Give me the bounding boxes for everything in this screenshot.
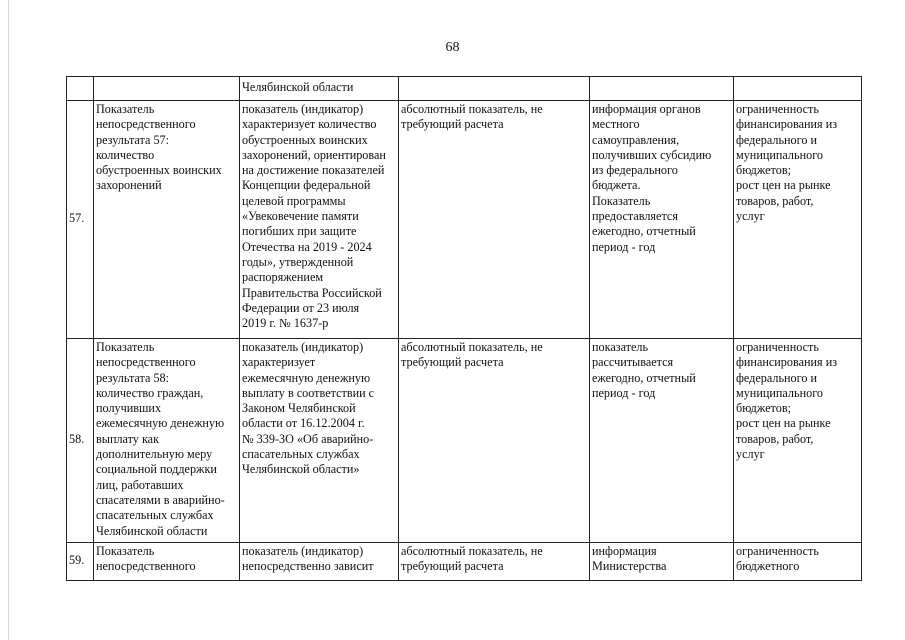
indicator-description: показатель (индикатор) непосредственно зависит — [240, 543, 399, 581]
scan-edge-line — [8, 0, 9, 640]
indicator-type: абсолютный показатель, не требующий расчета — [399, 101, 590, 339]
table-row-continuation — [67, 77, 862, 101]
indicator-source: показатель рассчитывается ежегодно, отчетный период - год — [590, 339, 734, 543]
cell-num — [67, 77, 94, 101]
indicator-risks: ограниченность финансирования из федерального и муниципального бюджетов; рост цен на рынке товаров, работ, услуг — [734, 101, 862, 339]
indicator-type: абсолютный показатель, не требующий расчета — [399, 543, 590, 581]
cell-source — [590, 77, 734, 101]
page-number: 68 — [445, 40, 460, 55]
row-number: 57. — [67, 101, 94, 339]
cell-risks — [734, 77, 862, 101]
indicator-name: Показатель непосредственного — [94, 543, 240, 581]
cell-description: Челябинской области — [240, 77, 399, 101]
indicator-type: абсолютный показатель, не требующий расчета — [399, 339, 590, 543]
indicator-risks: ограниченность бюджетного — [734, 543, 862, 581]
indicator-name: Показатель непосредственного результата 58: количество граждан, получивших ежемесячную денежную выплату как дополнительную меру социальной поддержки лиц, работавших спасателями в аварийно- спасательных службах Челябинской области — [94, 339, 240, 543]
table-row — [67, 101, 862, 339]
cell-name — [94, 77, 240, 101]
cell-type — [399, 77, 590, 101]
indicator-name: Показатель непосредственного результата 57: количество обустроенных воинских захоронений — [94, 101, 240, 339]
table-row — [67, 543, 862, 581]
table-row — [67, 339, 862, 543]
indicator-source: информация органов местного самоуправления, получивших субсидию из федерального бюджета. Показатель предоставляется ежегодно, отчетный период - год — [590, 101, 734, 339]
indicator-risks: ограниченность финансирования из федерального и муниципального бюджетов; рост цен на рынке товаров, работ, услуг — [734, 339, 862, 543]
indicator-description: показатель (индикатор) характеризует количество обустроенных воинских захоронений, ориентирован на достижение показателей Концепции федеральной целевой программы «Увековечение памяти погибших при защите Отечества на 2019 - 2024 годы», утвержденной распоряжением Правительства Российской Федерации от 23 июля 2019 г. № 1637-р — [240, 101, 399, 339]
indicator-description: показатель (индикатор) характеризует ежемесячную денежную выплату в соответствии с Законом Челябинской области от 16.12.2004 г. № 339-ЗО «Об аварийно- спасательных службах Челябинской области» — [240, 339, 399, 543]
row-number: 58. — [67, 339, 94, 543]
indicator-source: информация Министерства — [590, 543, 734, 581]
indicators-table — [66, 76, 862, 581]
row-number: 59. — [67, 543, 94, 581]
